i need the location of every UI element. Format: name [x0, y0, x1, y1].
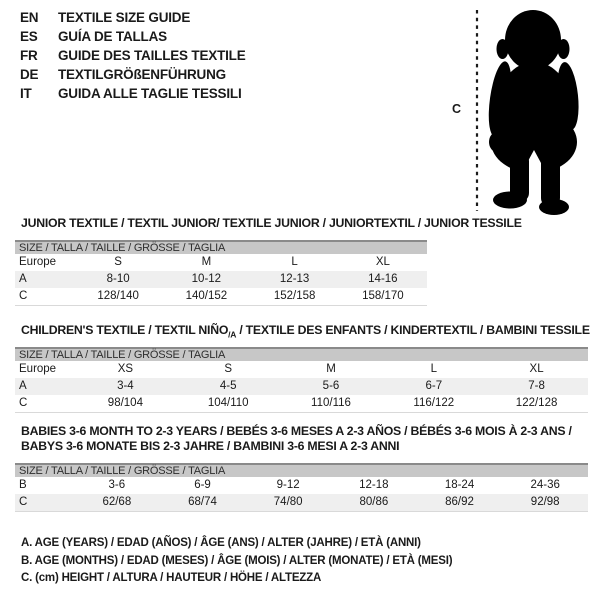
table-row: [15, 254, 427, 271]
title-rest: / TEXTILE DES ENFANTS / KINDERTEXTIL / BAMBINI TESSILE: [236, 323, 590, 337]
babies-table-title: [21, 424, 572, 454]
language-legend: [20, 8, 246, 103]
cell: 6-9: [194, 479, 211, 491]
legend-row-it: [20, 84, 246, 103]
cell: 3-4: [117, 380, 134, 392]
legend-code: DE: [20, 67, 39, 82]
row-label: Europe: [19, 256, 57, 268]
row-label: A: [19, 273, 27, 285]
legend-text: GUIDE DES TAILLES TEXTILE: [58, 48, 246, 63]
legend-text: TEXTILGRÖßENFÜHRUNG: [58, 67, 226, 82]
legend-row-de: [20, 65, 246, 84]
cell: 24-36: [530, 479, 560, 491]
row-label: C: [19, 496, 28, 508]
footnote-c: C. (cm) HEIGHT / ALTURA / HAUTEUR / HÖHE / ALTEZZA: [21, 572, 322, 584]
size-header: SIZE / TALLA / TAILLE / GRÖSSE / TAGLIA: [15, 240, 427, 254]
babies-title-line2: BABYS 3-6 MONATE BIS 2-3 JAHRE / BAMBINI 3-6 MESI A 2-3 ANNI: [21, 439, 400, 453]
cell: L: [291, 256, 298, 268]
cell: S: [114, 256, 122, 268]
size-header: SIZE / TALLA / TAILLE / GRÖSSE / TAGLIA: [15, 347, 588, 361]
cell: 110/116: [311, 397, 351, 409]
table-row: [15, 361, 588, 378]
cell: 116/122: [413, 397, 455, 409]
children-table: [15, 347, 588, 413]
cell: 62/68: [102, 496, 132, 508]
row-label: Europe: [19, 363, 57, 375]
cell: 68/74: [188, 496, 217, 508]
cell: M: [201, 256, 212, 268]
legend-code: EN: [20, 10, 39, 25]
legend-code: ES: [20, 29, 38, 44]
row-label: C: [19, 290, 28, 302]
babies-table: [15, 463, 588, 512]
cell: 6-7: [425, 380, 443, 392]
legend-code: FR: [20, 48, 38, 63]
cell: 128/140: [97, 290, 139, 302]
cell: 18-24: [444, 479, 475, 491]
cell: 152/158: [273, 290, 316, 302]
cell: 9-12: [276, 479, 300, 491]
row-label: A: [19, 380, 27, 392]
table-row: [15, 378, 588, 395]
cell: L: [430, 363, 437, 375]
legend-code: IT: [20, 86, 32, 101]
table-row: [15, 395, 588, 412]
cell: 98/104: [107, 397, 143, 409]
table-row: [15, 288, 427, 305]
table-row: [15, 477, 588, 494]
legend-text: GUÍA DE TALLAS: [58, 29, 167, 44]
cell: 74/80: [273, 496, 303, 508]
row-label: B: [19, 479, 27, 491]
cell: S: [224, 363, 233, 375]
cell: 4-5: [219, 380, 237, 392]
junior-table-title: JUNIOR TEXTILE / TEXTIL JUNIOR/ TEXTILE JUNIOR / JUNIORTEXTIL / JUNIOR TESSILE: [21, 216, 522, 230]
cell: 7-8: [528, 380, 545, 392]
cell: 158/170: [362, 290, 404, 302]
height-measure-label: C: [452, 102, 462, 116]
title-main: CHILDREN'S TEXTILE / TEXTIL NIÑO: [21, 323, 229, 337]
footnote-a: A. AGE (YEARS) / EDAD (AÑOS) / ÂGE (ANS) / ALTER (JAHRE) / ETÀ (ANNI): [21, 537, 421, 549]
footnotes: [21, 535, 452, 588]
cell: M: [326, 363, 336, 375]
legend-row-en: [20, 8, 246, 27]
cell: XL: [529, 363, 544, 375]
cell: 14-16: [368, 273, 398, 285]
cell: 10-12: [191, 273, 222, 285]
cell: XS: [117, 363, 134, 375]
cell: 8-10: [106, 273, 130, 285]
toddler-silhouette-icon: [470, 4, 600, 219]
cell: 12-18: [359, 479, 389, 491]
children-table-title: [21, 323, 590, 339]
table-row: [15, 271, 427, 288]
cell: XL: [375, 256, 390, 268]
cell: 5-6: [322, 380, 340, 392]
cell: 3-6: [108, 479, 126, 491]
legend-text: TEXTILE SIZE GUIDE: [58, 10, 191, 25]
legend-row-es: [20, 27, 246, 46]
size-header: SIZE / TALLA / TAILLE / GRÖSSE / TAGLIA: [15, 463, 588, 477]
legend-row-fr: [20, 46, 246, 65]
cell: 12-13: [279, 273, 310, 285]
babies-title-line1: BABIES 3-6 MONTH TO 2-3 YEARS / BEBÉS 3-6 MESES A 2-3 AÑOS / BÉBÉS 3-6 MOIS À 2-3 ANS /: [21, 424, 572, 438]
legend-text: GUIDA ALLE TAGLIE TESSILI: [58, 86, 242, 101]
junior-table: [15, 240, 427, 306]
cell: 86/92: [445, 496, 474, 508]
cell: 140/152: [185, 290, 228, 302]
cell: 92/98: [530, 496, 560, 508]
title-subscript: /A: [228, 329, 237, 340]
cell: 80/86: [359, 496, 389, 508]
cell: 122/128: [515, 397, 558, 409]
table-row: [15, 494, 588, 511]
cell: 104/110: [207, 397, 249, 409]
row-label: C: [19, 397, 28, 409]
footnote-b: B. AGE (MONTHS) / EDAD (MESES) / ÂGE (MOIS) / ALTER (MONATE) / ETÀ (MESI): [21, 554, 453, 567]
